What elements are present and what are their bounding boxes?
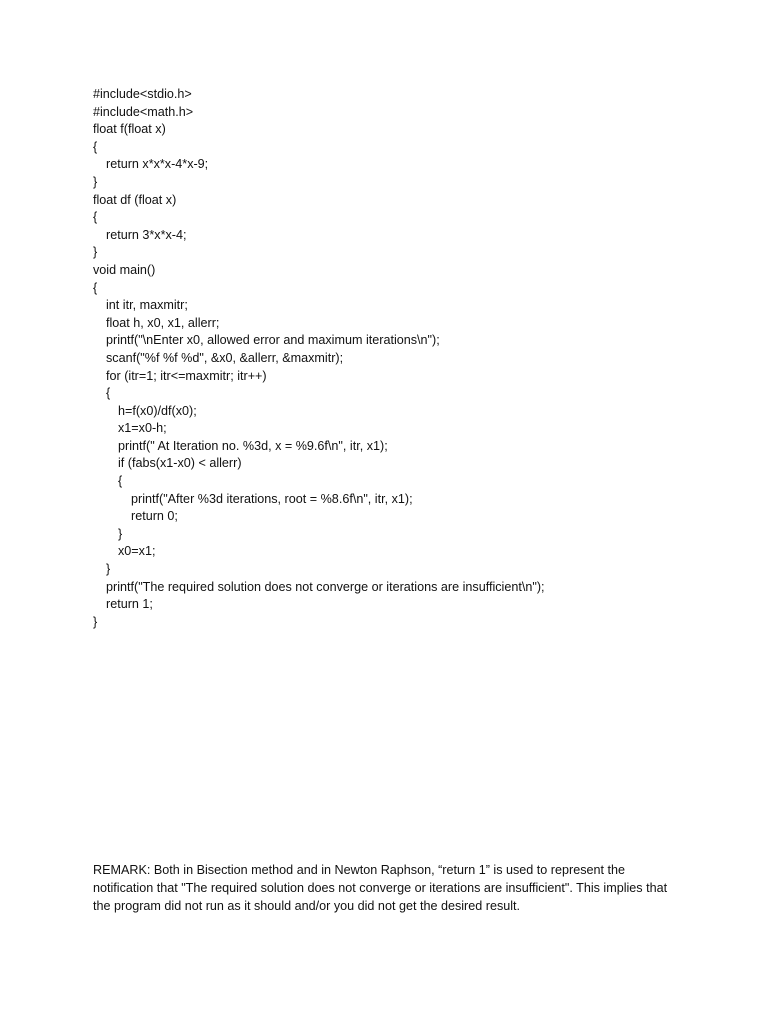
code-line: float h, x0, x1, allerr; (106, 315, 220, 330)
code-line: } (93, 614, 98, 629)
code-line: scanf("%f %f %d", &x0, &allerr, &maxmitr); (106, 350, 344, 365)
code-line: { (93, 139, 98, 154)
code-line: void main() (93, 262, 156, 277)
code-line: #include<math.h> (93, 104, 194, 119)
code-line: x0=x1; (118, 544, 156, 559)
code-line: if (fabs(x1-x0) < allerr) (118, 456, 242, 471)
code-line: for (itr=1; itr<=maxmitr; itr++) (106, 368, 267, 383)
code-line: } (106, 562, 111, 577)
code-line: return x*x*x-4*x-9; (106, 157, 209, 172)
code-line: printf("The required solution does not converge or iterations are insufficient\n"); (106, 579, 545, 594)
code-line: return 3*x*x-4; (106, 227, 187, 242)
code-line: printf(" At Iteration no. %3d, x = %9.6f\n", itr, x1); (118, 438, 388, 453)
code-line: { (106, 386, 111, 401)
code-line: } (118, 526, 123, 541)
code-line: return 1; (106, 597, 153, 612)
code-line: printf("After %3d iterations, root = %8.6f\n", itr, x1); (131, 491, 413, 506)
code-line: int itr, maxmitr; (106, 298, 188, 313)
code-line: h=f(x0)/df(x0); (118, 403, 197, 418)
code-line: x1=x0-h; (118, 421, 167, 436)
code-listing (93, 86, 713, 631)
code-line: #include<stdio.h> (93, 87, 192, 101)
remark-paragraph: REMARK: Both in Bisection method and in Newton Raphson, “return 1” is used to represent the notification that "The required solution does not converge or iterations are insufficient". This implies that the program did not run as it should and/or you did not get the desired result. (93, 863, 668, 913)
code-line: { (93, 280, 98, 295)
code-line: { (93, 210, 98, 225)
code-line: printf("\nEnter x0, allowed error and maximum iterations\n"); (106, 333, 440, 348)
code-line: { (118, 474, 123, 489)
code-line: } (93, 245, 98, 260)
code-line: float f(float x) (93, 122, 166, 137)
code-line: } (93, 174, 98, 189)
code-line: float df (float x) (93, 192, 177, 207)
code-line: return 0; (131, 509, 178, 524)
